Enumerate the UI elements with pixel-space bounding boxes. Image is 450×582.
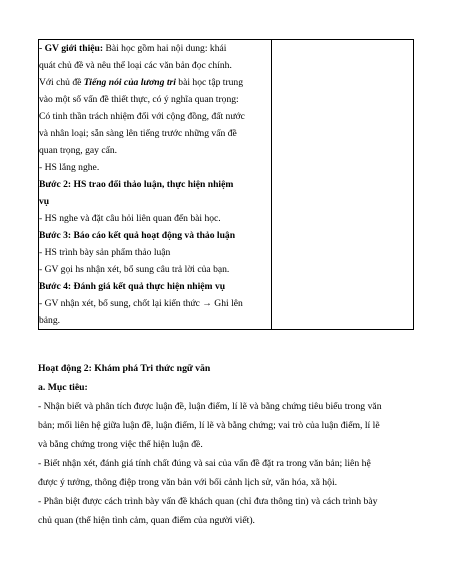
table-row (39, 40, 414, 330)
section-subheading (38, 378, 418, 397)
section-heading (38, 359, 418, 378)
topic-prefix: Với chủ đề (39, 77, 84, 88)
section-subheading-text: a. Mục tiêu: (38, 382, 88, 393)
text-line: - GV gọi hs nhận xét, bổ sung câu trả lời của bạn. (39, 264, 230, 275)
text-line: - HS lắng nghe. (39, 162, 100, 173)
section-heading-text: Hoạt động 2: Khám phá Tri thức ngữ văn (38, 363, 211, 374)
step-3-heading (39, 227, 271, 244)
activity-2-section (38, 359, 418, 530)
step-2-heading-text: Bước 2: HS trao đổi thảo luận, thực hiện nhiệm (39, 179, 234, 190)
lesson-activity-table (38, 39, 414, 330)
text-line: vào một số vấn đề thiết thực, có ý nghĩa quan trọng: (39, 94, 239, 105)
step-2-heading (39, 176, 271, 193)
step-3-heading-text: Bước 3: Báo cáo kết quả hoạt động và thảo luận (39, 230, 236, 241)
objective-line: được ý tưởng, thông điệp trong văn bản với bối cảnh lịch sử, văn hóa, xã hội. (38, 477, 338, 488)
objective-line: - Phân biệt được cách trình bày vấn đề khách quan (chỉ đưa thông tin) và cách trình bày (38, 496, 378, 507)
objective-line: - Biết nhận xét, đánh giá tính chất đúng và sai của vấn đề đặt ra trong văn bản; liên hệ (38, 458, 371, 469)
step-4-heading-text: Bước 4: Đánh giá kết quả thực hiện nhiệm vụ (39, 281, 226, 292)
text-line: - HS nghe và đặt câu hỏi liên quan đến bài học. (39, 213, 221, 224)
step-2-heading-cont-text: vụ (39, 196, 50, 207)
text-line: và nhân loại; sẵn sàng lên tiếng trước những vấn đề (39, 128, 237, 139)
objective-line: và bằng chứng trong việc thể hiện luận đề. (38, 439, 203, 450)
text-line: bảng. (39, 315, 61, 326)
activity-cell (39, 40, 272, 330)
intro-label: - GV giới thiệu: (39, 43, 104, 54)
topic-suffix: bài học tập trung (175, 77, 244, 88)
text-line: quát chủ đề và nêu thể loại các văn bản đọc chính. (39, 60, 232, 71)
intro-line (39, 40, 271, 57)
text-line: - HS trình bày sản phẩm thảo luận (39, 247, 171, 258)
text-line: - GV nhận xét, bổ sung, chốt lại kiến thức → Ghi lên (39, 298, 243, 309)
product-cell (272, 40, 414, 330)
text-line: Có tinh thần trách nhiệm đối với cộng đồng, đất nước (39, 111, 245, 122)
topic-title: Tiếng nói của lương tri (83, 77, 176, 88)
intro-text: Bài học gồm hai nội dung: khái (103, 43, 227, 54)
objective-line: chủ quan (thể hiện tình cảm, quan điểm của người viết). (38, 515, 255, 526)
topic-line (39, 74, 271, 91)
text-line: quan trọng, gay cấn. (39, 145, 118, 156)
objective-line: - Nhận biết và phân tích được luận đề, luận điểm, lí lẽ và bằng chứng tiêu biểu trong văn (38, 401, 382, 412)
step-4-heading (39, 278, 271, 295)
objective-line: bản; mối liên hệ giữa luận đề, luận điểm, lí lẽ và bằng chứng; vai trò của luận điểm, lí lẽ (38, 420, 380, 431)
step-2-heading-cont (39, 193, 271, 210)
